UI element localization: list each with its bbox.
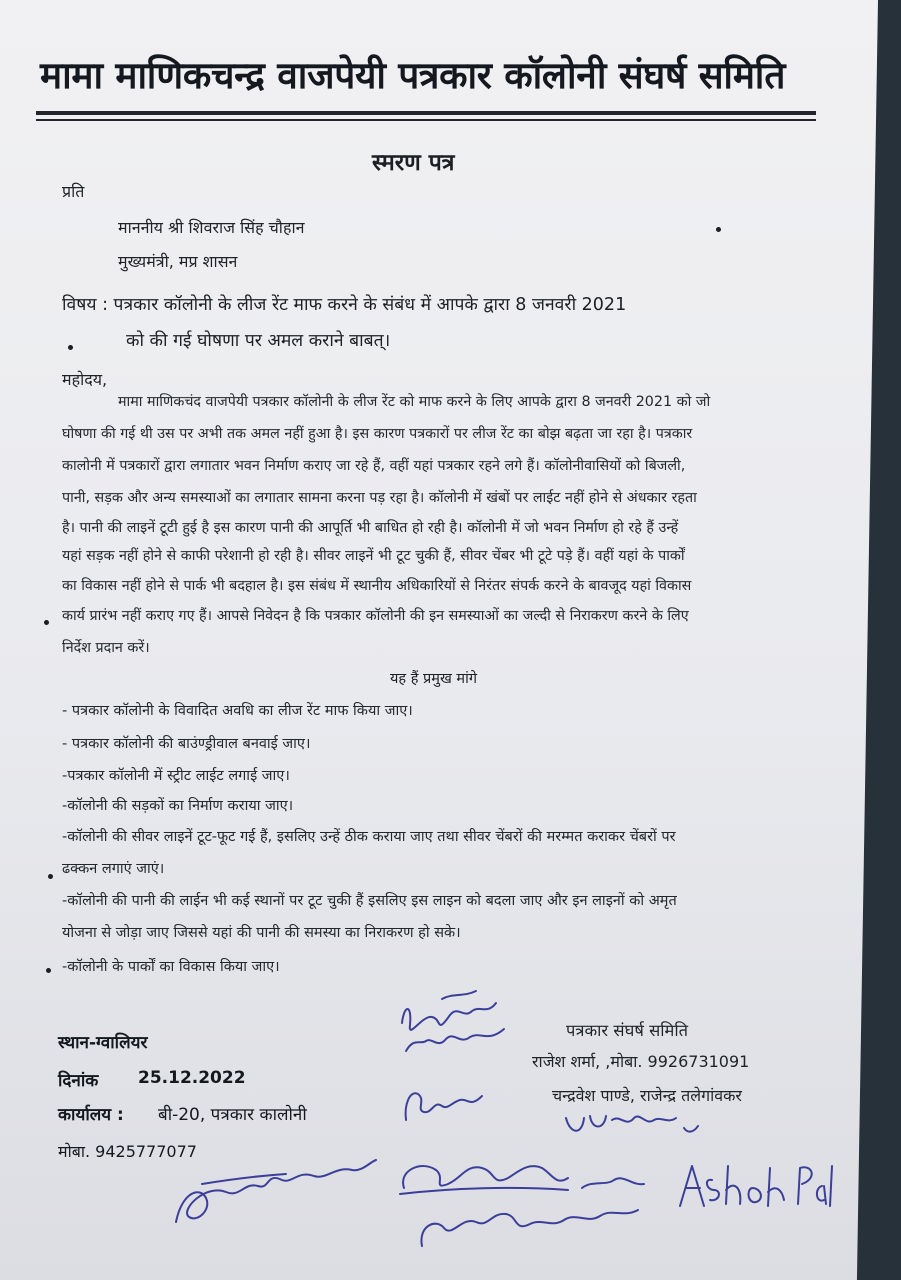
signature-3 xyxy=(560,1104,720,1144)
demand-item: योजना से जोड़ा जाए जिससे यहां की पानी की समस्या का निराकरण हो सके। xyxy=(62,925,461,941)
office-mobile: मोबा. 9425777077 xyxy=(58,1142,197,1161)
body-line: यहां सड़क नहीं होने से काफी परेशानी हो रही है। सीवर लाइनें भी टूट चुकी हैं, सीवर चेंबर भी टूटे पड़े हैं। वहीं यहां के पार्कों xyxy=(62,548,685,564)
organization-heading: मामा माणिकचन्द्र वाजपेयी पत्रकार कॉलोनी संघर्ष समिति xyxy=(40,54,786,97)
demands-heading: यह हैं प्रमुख मांगे xyxy=(390,671,478,687)
subject-line-1: विषय : पत्रकार कॉलोनी के लीज रेंट माफ करने के संबंध में आपके द्वारा 8 जनवरी 2021 xyxy=(62,295,627,315)
body-line: है। पानी की लाइनें टूटी हुई है इस कारण पानी की आपूर्ति भी बाधित हो रही है। कॉलोनी में जो भवन निर्माण हो रहे हैं उन्हें xyxy=(62,520,679,536)
addressee-designation: मुख्यमंत्री, मप्र शासन xyxy=(118,252,238,271)
member-line-2: चन्द्रवेश पाण्डे, राजेन्द्र तलेगांवकर xyxy=(552,1086,742,1105)
place: स्थान-ग्वालियर xyxy=(58,1033,148,1053)
signature-2 xyxy=(398,1080,488,1130)
stray-mark xyxy=(68,345,73,350)
body-line: का विकास नहीं होने से पार्क भी बदहाल है। इस संबंध में स्थानीय अधिकारियों से निरंतर संपर्क करने के बावजूद यहां विकास xyxy=(62,578,692,594)
subject-line-2: को की गई घोषणा पर अमल कराने बाबत्। xyxy=(126,331,391,351)
demand-item: -कॉलोनी के पार्कों का विकास किया जाए। xyxy=(62,959,280,975)
stray-mark xyxy=(44,620,49,625)
heading-rule-thin xyxy=(36,119,816,121)
signature-5 xyxy=(392,1150,662,1255)
demand-item: -कॉलोनी की सड़कों का निर्माण कराया जाए। xyxy=(62,798,294,814)
body-line: कालोनी में पत्रकारों द्वारा लगातार भवन निर्माण कराए जा रहे हैं, वहीं यहां पत्रकार रहने लगे हैं। कॉलोनीवासियों को बिजली, xyxy=(62,458,686,474)
addressee-name: माननीय श्री शिवराज सिंह चौहान xyxy=(118,218,305,237)
date-value: 25.12.2022 xyxy=(138,1068,246,1088)
signature-6 xyxy=(672,1160,837,1215)
body-line: निर्देश प्रदान करें। xyxy=(62,640,150,656)
demand-item: -पत्रकार कॉलोनी में स्ट्रीट लाईट लगाई जाए। xyxy=(62,768,290,784)
stray-mark xyxy=(48,874,53,879)
signature-1 xyxy=(392,985,522,1080)
member-line-1: राजेश शर्मा, ,मोबा. 9926731091 xyxy=(532,1052,750,1071)
demand-item: - पत्रकार कॉलोनी की बाउंण्ड्रीवाल बनवाई जाए। xyxy=(62,736,311,752)
heading-rule-thick xyxy=(36,111,816,115)
signature-4 xyxy=(166,1152,381,1232)
office-value: बी-20, पत्रकार कालोनी xyxy=(158,1105,307,1125)
addressee-to: प्रति xyxy=(62,182,85,201)
office-label: कार्यालय : xyxy=(58,1105,124,1125)
committee-name: पत्रकार संघर्ष समिति xyxy=(566,1021,689,1040)
salutation: महोदय, xyxy=(62,370,108,389)
demand-item: ढक्कन लगाएं जाएं। xyxy=(62,861,165,877)
demand-item: -कॉलोनी की पानी की लाईन भी कई स्थानों पर टूट चुकी हैं इसलिए इस लाइन को बदला जाए और इन लाइनों को अमृत xyxy=(62,893,677,909)
body-line: कार्य प्रारंभ नहीं कराए गए हैं। आपसे निवेदन है कि पत्रकार कॉलोनी की इन समस्याओं का जल्दी से निराकरण करने के लिए xyxy=(62,608,689,624)
stray-mark xyxy=(46,968,51,973)
body-line: मामा माणिकचंद वाजपेयी पत्रकार कॉलोनी के लीज रेंट को माफ करने के लिए आपके द्वारा 8 जनवरी 2021 को जो xyxy=(118,394,711,410)
stray-mark xyxy=(716,227,721,232)
body-line: पानी, सड़क और अन्य समस्याओं का लगातार सामना करना पड़ रहा है। कॉलोनी में खंबों पर लाईट नहीं होने से अंधकार रहता xyxy=(62,490,697,506)
demand-item: -कॉलोनी की सीवर लाइनें टूट-फूट गई हैं, इसलिए उन्हें ठीक कराया जाए तथा सीवर चेंबरों की मरम्मत कराकर चेंबरों पर xyxy=(62,829,676,845)
document-title: स्मरण पत्र xyxy=(372,150,455,176)
demand-item: - पत्रकार कॉलोनी के विवादित अवधि का लीज रेंट माफ किया जाए। xyxy=(62,703,413,719)
body-line: घोषणा की गई थी उस पर अभी तक अमल नहीं हुआ है। इस कारण पत्रकारों पर लीज रेंट का बोझ बढ़ता जा रहा है। पत्रकार xyxy=(62,426,693,442)
date-label: दिनांक xyxy=(58,1071,99,1091)
